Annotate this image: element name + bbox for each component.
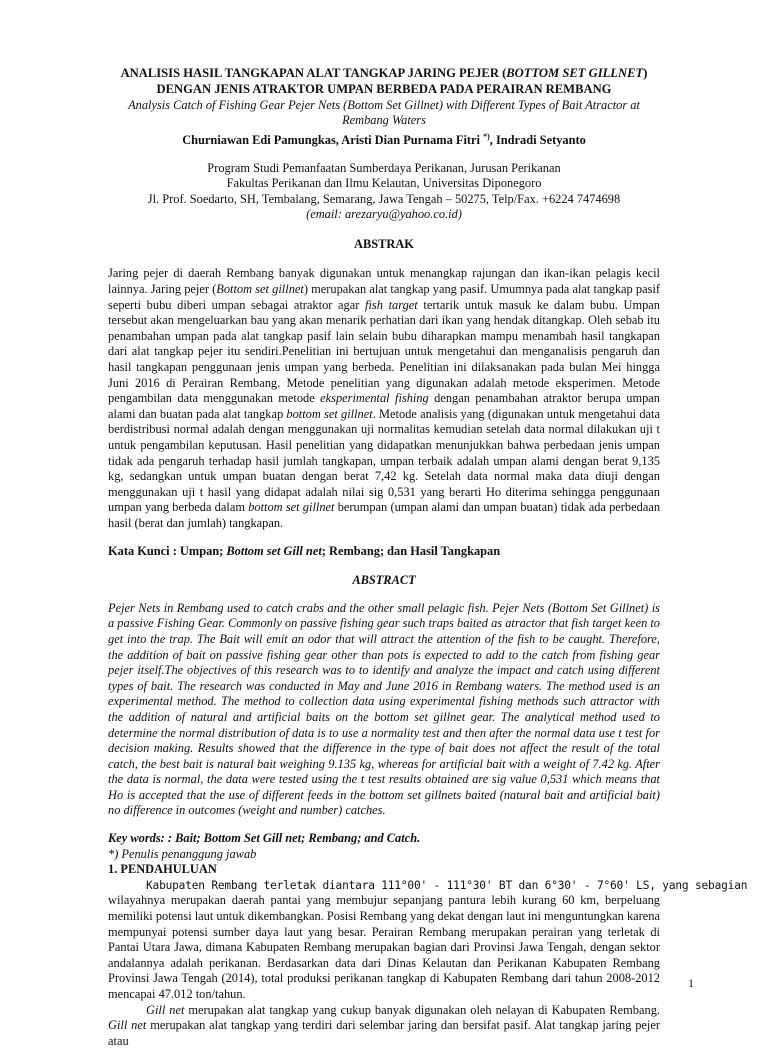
title-paren: ) (643, 66, 648, 80)
kata-kunci (108, 544, 660, 560)
affiliation (108, 161, 660, 223)
title-line1: ANALISIS HASIL TANGKAPAN ALAT TANGKAP JARING PEJER ( (120, 66, 507, 80)
intro-text-2: merupakan alat tangkap yang terdiri dari selembar jaring dan bersifat pasif. Alat tangkap jaring pejer atau (108, 1018, 660, 1048)
affiliation-email: (email: arezaryu@yahoo.co.id) (306, 207, 462, 222)
abstrak-italic-5: bottom set gillnet (248, 500, 335, 515)
abstrak-text-1: Jaring pejer di daerah Rembang banyak digunakan untuk menangkap rajungan dan ikan-ikan pelagis kecil lainnya. Jaring pejer ( (108, 266, 660, 297)
abstrak-text-6: berumpan (umpan alami dan umpan buatan) tidak ada perbedaan hasil (berat dan jumlah) tangkapan. (108, 500, 661, 530)
abstrak-text-4: dengan penambahan atraktor berupa umpan alami dan buatan pada alat tangkap (108, 391, 660, 421)
kata-kunci-italic: Bottom set Gill net (226, 543, 322, 558)
footnote: *) Penulis penanggung jawab (108, 846, 257, 861)
affiliation-line1: Program Studi Pemanfaatan Sumberdaya Perikanan, Jurusan Perikanan (207, 160, 561, 175)
intro-first-line: Kabupaten Rembang terletak diantara 111°00' - 111°30' BT dan 6°30' - 7°60' LS, yang sebagian (146, 878, 748, 892)
abstrak-italic-2: fish target (365, 297, 418, 312)
abstrak-text-2: ) merupakan alat tangkap yang pasif. Umumnya pada alat tangkap pasif seperti bubu diberi umpan sebagai atraktor agar (108, 282, 660, 312)
title-line2: DENGAN JENIS ATRAKTOR UMPAN BERBEDA PADA PERAIRAN REMBANG (156, 81, 612, 96)
abstrak-italic-3: eksperimental fishing (320, 391, 429, 406)
abstract-heading: ABSTRACT (352, 573, 416, 588)
title-italic: BOTTOM SET GILLNET (506, 66, 644, 80)
intro-text-1: merupakan alat tangkap yang cukup banyak digunakan oleh nelayan di Kabupaten Rembang. (184, 1002, 660, 1017)
affiliation-line2: Fakultas Perikanan dan Ilmu Kelautan, Universitas Diponegoro (226, 176, 542, 191)
paper-title (108, 66, 660, 98)
intro-italic-2: Gill net (108, 1018, 147, 1033)
abstrak-italic-1: Bottom set gillnet (216, 282, 304, 297)
page-number: 1 (688, 976, 694, 990)
kata-kunci-label: Kata Kunci : Umpan; (108, 543, 227, 558)
keywords-en: Key words: : Bait; Bottom Set Gill net; Rembang; and Catch. (108, 831, 421, 846)
abstrak-italic-4: bottom set gillnet (286, 406, 373, 421)
author-mark: *) (483, 131, 490, 141)
abstrak-text-3: tertarik untuk masuk ke dalam bubu. Umpan tersebut akan mengeluarkan bau yang akan menarik perhatian dari ikan yang hendak ditangkap. Oleh sebab itu penambahan umpan pada alat tangkap pasif lain selain bubu diharapkan mampu menambah hasil tangkapan dari alat tangkap pejer itu sendiri.Penelitian ini bertujuan untuk mengetahui dan menganalisis pengaruh dan hasil tangkapan penggunaan jenis umpan yang berbeda. Penelitian ini dilaksanakan pada bulan Mei hingga Juni 2016 di Perairan Rembang. Metode penelitian yang digunakan adalah metode eksperimen. Metode pengambilan data menggunakan metode (108, 297, 660, 406)
intro-paragraph-2 (108, 1003, 660, 1049)
authors-part2: , Indradi Setyanto (489, 132, 586, 147)
intro-paragraph-1: wilayahnya merupakan daerah pantai yang membujur sepanjang pantura lebih kurang 60 km, berpeluang memiliki potensi laut untuk dikembangkan. Posisi Rembang yang dekat dengan laut ini menguntungkan karena mempunyai potensi sumber daya laut yang besar. Perairan Rembang merupakan perairan yang terletak di Pantai Utara Jawa, dimana Kabupaten Rembang merupakan bagian dari Provinsi Jawa Tengah, dengan sektor andalannya adalah perikanan. Berdasarkan data dari Dinas Kelautan dan Perikanan Kabupaten Rembang Provinsi Jawa Tengah (2014), total produksi perikanan tangkap di Kabupaten Rembang dari tahun 2008-2012 mencapai 47.012 ton/tahun. (108, 893, 660, 1001)
abstrak-body (108, 266, 660, 531)
authors (108, 129, 660, 149)
kata-kunci-rest: ; Rembang; dan Hasil Tangkapan (321, 543, 501, 558)
abstract-body: Pejer Nets in Rembang used to catch crabs and the other small pelagic fish. Pejer Nets (Bottom Set Gillnet) is a passive Fishing Gear. Commonly on passive fishing gear such traps baited as atractor that fish target keen to get into the trap. The Bait will emit an odor that will attract the attention of the fish to be caught. Therefore, the addition of bait on passive fishing gear other than pots is expected to add to the catch from fishing gear pejer itself.The objectives of this research was to to identify and analyze the impact and catch using different types of bait. The research was conducted in May and June 2016 in Rembang waters. The method used is an experimental method. The method to collection data using experimental fishing methods such attractor with the addition of natural and artificial baits on the bottom set gillnet gear. The analytical method used to determine the normal distribution of data is to use a normality test and then after the normal data use t test for decision making. Results showed that the difference in the type of bait does not affect the result of the total catch, the best bait is natural bait weighing 9.135 kg, whereas for artificial bait with a weight of 7.42 kg. After the data is normal, the data were tested using the t test results obtained are sig value 0,531 which means that Ho is accepted that the use of different feeds in the bottom set gillnets baited (natural bait and artificial bait) no difference in outcomes (weight and number) catches. (108, 600, 660, 818)
abstrak-heading: ABSTRAK (354, 236, 414, 251)
section-heading: 1. PENDAHULUAN (108, 862, 217, 877)
abstrak-text-5: . Metode analisis yang (digunakan untuk mengetahui data berdistribusi normal adalah dengan menggunakan uji normalitas kemudian setelah data normal dilakukan uji t untuk pengambilan keputusan. Hasil penelitian yang didapatkan menunjukkan bahwa perbedaan jenis umpan tidak ada pengaruh terhadap hasil jumlah tangkapan, umpan terbaik adalah umpan alami dengan berat 9,135 kg, sedangkan untuk umpan buatan dengan berat 7,42 kg. Setelah data normal maka data diuji dengan menggunakan uji t hasil yang didapat adalah nilai sig 0,531 yang berarti Ho diterima sehingga penggunaan umpan yang berbeda dalam (108, 406, 660, 515)
affiliation-address: Jl. Prof. Soedarto, SH, Tembalang, Semarang, Jawa Tengah – 50275, Telp/Fax. +6224 7474698 (147, 191, 621, 206)
english-title: Analysis Catch of Fishing Gear Pejer Nets (Bottom Set Gillnet) with Different Types of Bait Atractor at Rembang Waters (128, 97, 640, 128)
intro-italic-1: Gill net (146, 1002, 185, 1017)
paper-page (108, 66, 748, 1049)
authors-part1: Churniawan Edi Pamungkas, Aristi Dian Purnama Fitri (182, 132, 484, 147)
